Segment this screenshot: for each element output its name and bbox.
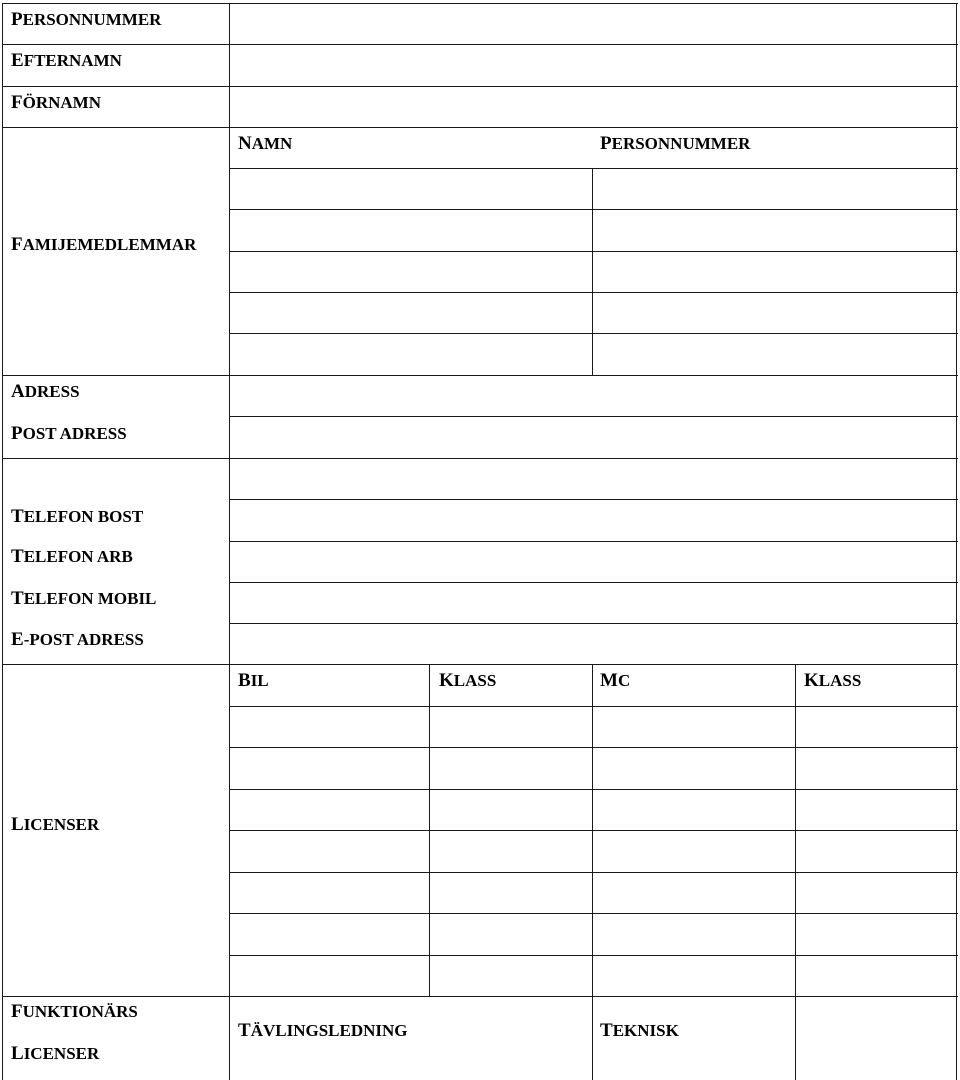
telefon-bost-field[interactable] <box>231 501 955 540</box>
official-header-teknisk: TEKNISK <box>600 1020 679 1041</box>
form-border-left <box>2 3 3 1080</box>
license-header-klass-mc: KLASS <box>804 670 862 691</box>
row-line <box>2 44 958 45</box>
official-header-tavlingsledning: TÄVLINGSLEDNING <box>238 1020 408 1041</box>
label-familjemedlemmar: FAMIJEMEDLEMMAR <box>11 234 197 255</box>
row-line <box>2 375 958 376</box>
label-licenser: LICENSER <box>11 814 100 835</box>
label-telefon-mobil: TELEFON MOBIL <box>11 588 157 609</box>
label-funktionars: FUNKTIONÄRS <box>11 1001 138 1022</box>
family-header-personnummer: PERSONNUMMER <box>600 133 751 154</box>
adress-field[interactable] <box>231 377 955 415</box>
row-line <box>229 209 958 210</box>
row-line <box>229 623 958 624</box>
row-line <box>229 499 958 500</box>
row-line <box>229 541 958 542</box>
row-line <box>229 416 958 417</box>
row-line <box>229 913 958 914</box>
personnummer-field[interactable] <box>231 5 955 43</box>
row-line <box>229 830 958 831</box>
telefon-mobil-field[interactable] <box>231 584 955 622</box>
row-line <box>229 582 958 583</box>
form-border-top <box>2 3 958 4</box>
family-column-divider <box>592 168 593 375</box>
license-header-mc: MC <box>600 670 631 691</box>
row-line <box>229 747 958 748</box>
telefon-arb-field[interactable] <box>231 543 955 581</box>
license-column-divider <box>429 664 430 996</box>
row-line <box>2 996 958 997</box>
efternamn-field[interactable] <box>231 46 955 85</box>
row-line <box>229 292 958 293</box>
row-line <box>229 251 958 252</box>
epost-adress-field[interactable] <box>231 625 955 663</box>
row-line <box>229 706 958 707</box>
license-column-divider <box>592 664 593 1080</box>
label-funktionars-licenser: LICENSER <box>11 1043 100 1064</box>
label-telefon-arb: TELEFON ARB <box>11 546 133 567</box>
label-epost-adress: E-POST ADRESS <box>11 629 144 650</box>
label-adress: ADRESS <box>11 381 80 402</box>
row-line <box>229 333 958 334</box>
row-line <box>229 872 958 873</box>
label-efternamn: EFTERNAMN <box>11 50 122 71</box>
label-telefon-bost: TELEFON BOST <box>11 506 144 527</box>
license-column-divider <box>795 664 796 1080</box>
license-header-bil: BIL <box>238 670 269 691</box>
label-personnummer: PERSONNUMMER <box>11 9 162 30</box>
family-header-namn: NAMN <box>238 133 293 154</box>
row-line <box>229 168 958 169</box>
label-post-adress: POST ADRESS <box>11 423 127 444</box>
row-line <box>229 955 958 956</box>
row-line <box>2 86 958 87</box>
license-header-klass: KLASS <box>439 670 497 691</box>
fornamn-field[interactable] <box>231 88 955 126</box>
row-line <box>2 127 958 128</box>
row-line <box>229 789 958 790</box>
row-line <box>2 458 958 459</box>
row-line <box>2 664 958 665</box>
label-fornamn: FÖRNAMN <box>11 92 101 113</box>
post-adress-field[interactable] <box>231 418 955 457</box>
